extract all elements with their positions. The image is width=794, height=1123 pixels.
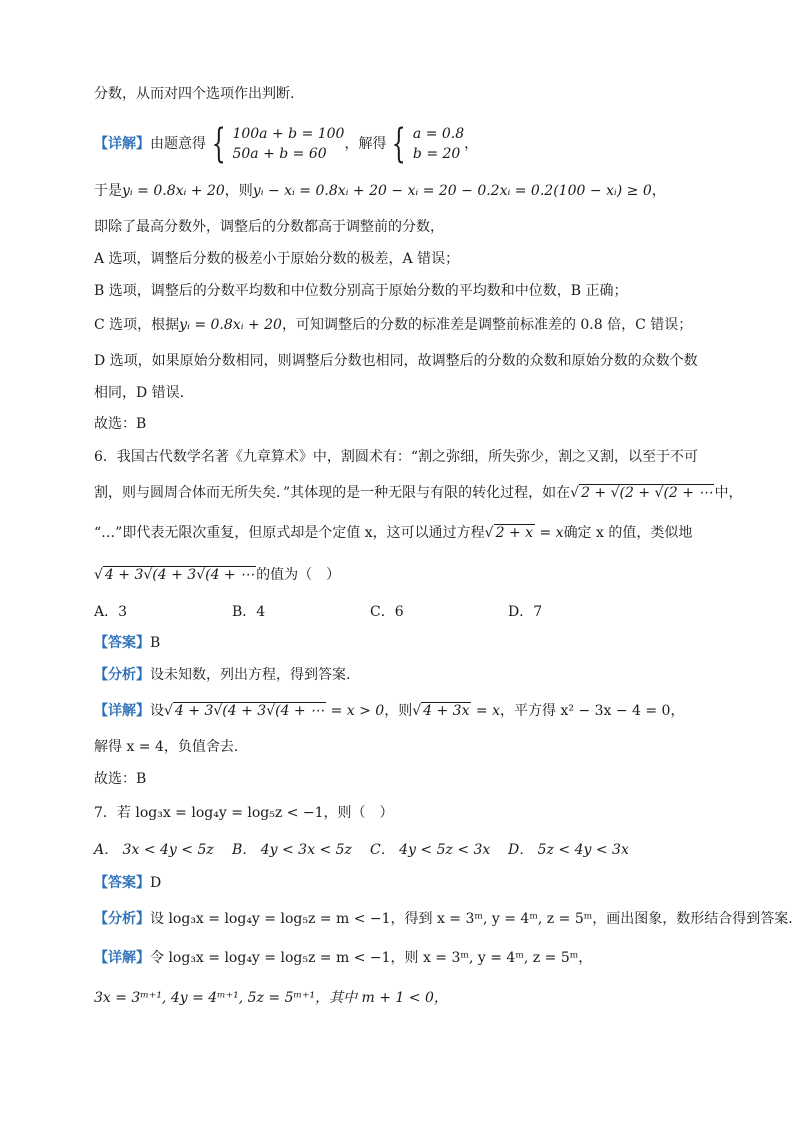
nested-radical: 4 + 3√(4 + 3√(4 + ⋯	[104, 567, 255, 583]
text-span: C 选项，根据	[94, 317, 180, 333]
detail-tag: 【详解】	[94, 136, 150, 152]
text-span: “…”即代表无限次重复，但原式却是个定值 x，这可以通过方程	[94, 525, 485, 541]
text-line: 3x = 3ᵐ⁺¹, 4y = 4ᵐ⁺¹, 5z = 5ᵐ⁺¹，其中 m + 1 < 0，	[94, 990, 448, 1006]
text-span: 设	[150, 703, 164, 719]
nested-radical: 4 + 3√(4 + 3√(4 + ⋯	[174, 703, 325, 719]
option-a: A． 3x < 4y < 5z	[94, 842, 214, 858]
answer-tag: 【答案】	[94, 635, 150, 651]
text-span: ，则	[224, 183, 253, 199]
text-line	[94, 315, 734, 335]
math-expr: = x	[471, 703, 500, 719]
text-span: ，	[464, 136, 479, 152]
analysis-line	[94, 909, 793, 929]
math-expr: = x > 0	[326, 703, 385, 719]
equation-row: 50a + b = 60	[232, 146, 327, 162]
option-d: D．7	[508, 604, 543, 620]
option-c: C．6	[370, 604, 404, 620]
text-line: 故选：B	[94, 771, 147, 787]
option-c: C． 4y < 5z < 3x	[370, 842, 491, 858]
option-d: D． 5z < 4y < 3x	[508, 842, 629, 858]
option-b: B．4	[232, 604, 266, 620]
text-span: B	[150, 635, 161, 651]
question-6-line: 6．我国古代数学名著《九章算术》中，割圆术有：“割之弥细，所失弥少，割之又割，以至于不可	[94, 449, 699, 465]
text-line: √ 4 + 3√(4 + 3√(4 + ⋯ 的值为（ ）	[94, 567, 341, 583]
text-line: 割，则与圆周合体而无所失矣．”其体现的是一种无限与有限的转化过程，如在√ 2 + √(2 + √(2 + ⋯ 中，	[94, 485, 743, 501]
text-span: 设 log₃x = log₄y = log₅z = m < −1，得到 x = 3ᵐ, y = 4ᵐ, z = 5ᵐ，画出图象，数形结合得到答案.	[150, 911, 793, 927]
equation-row: 100a + b = 100	[232, 126, 345, 142]
text-span: 令 log₃x = log₄y = log₅z = m < −1，则 x = 3ᵐ, y = 4ᵐ, z = 5ᵐ，	[150, 950, 593, 966]
text-line: D 选项，如果原始分数相同，则调整后分数也相同，故调整后的分数的众数和原始分数的众数个数	[94, 353, 698, 369]
text-span: 由题意得	[150, 136, 206, 152]
text-line: 分数，从而对四个选项作出判断.	[94, 86, 295, 102]
solution-system: { a = 0.8 b = 20	[392, 121, 465, 167]
answer-line	[94, 633, 734, 653]
text-line: 故选：B	[94, 416, 147, 432]
math-expr: yᵢ = 0.8xᵢ + 20	[179, 317, 282, 333]
equation-row: b = 20	[412, 146, 461, 162]
analysis-tag: 【分析】	[94, 911, 150, 927]
nested-radical: 2 + √(2 + √(2 + ⋯	[581, 485, 713, 501]
text-span: ，则	[384, 703, 413, 719]
text-span: ，	[651, 183, 666, 199]
analysis-line	[94, 665, 734, 685]
text-span: 中，	[714, 485, 743, 501]
option-a: A．3	[94, 604, 128, 620]
text-span: ，解得	[344, 136, 387, 152]
text-line: 相同，D 错误.	[94, 385, 185, 401]
answer-line	[94, 873, 734, 893]
text-line	[94, 181, 734, 201]
text-span: ，平方得 x² − 3x − 4 = 0，	[500, 703, 685, 719]
detail-tag: 【详解】	[94, 703, 150, 719]
text-line: 即除了最高分数外，调整后的分数都高于调整前的分数，	[94, 219, 444, 235]
equation-system: { 100a + b = 100 50a + b = 60	[211, 121, 345, 167]
radical: 4 + 3x	[423, 703, 470, 719]
math-expr: yᵢ − xᵢ = 0.8xᵢ + 20 − xᵢ = 20 − 0.2xᵢ = 0.2(100 − xᵢ) ≥ 0	[252, 183, 652, 199]
question-7-line: 7．若 log₃x = log₄y = log₅z < −1，则（ ）	[94, 805, 394, 821]
text-span: D	[150, 875, 162, 891]
text-span: 确定 x 的值，类似地	[563, 525, 693, 541]
text-span: 的值为（ ）	[256, 567, 341, 583]
text-line: A 选项，调整后分数的极差小于原始分数的极差，A 错误；	[94, 251, 460, 267]
text-span: 割，则与圆周合体而无所失矣．”其体现的是一种无限与有限的转化过程，如在	[94, 485, 571, 501]
answer-tag: 【答案】	[94, 875, 150, 891]
text-line: 解得 x = 4，负值舍去.	[94, 739, 239, 755]
math-expr: = x	[535, 525, 564, 541]
text-span: 于是	[94, 183, 122, 199]
detail-line-system	[94, 122, 734, 166]
text-span: ，可知调整后的分数的标准差是调整前标准差的 0.8 倍，C 错误；	[281, 317, 693, 333]
text-line: B 选项，调整后的分数平均数和中位数分别高于原始分数的平均数和中位数，B 正确；	[94, 283, 628, 299]
text-line: “…”即代表无限次重复，但原式却是个定值 x，这可以通过方程√ 2 + x = x确定 x 的值，类似地	[94, 525, 693, 541]
radical: 2 + x	[495, 525, 534, 541]
equation-row: a = 0.8	[412, 126, 465, 142]
detail-tag: 【详解】	[94, 950, 150, 966]
text-span: 设未知数，列出方程，得到答案.	[150, 667, 351, 683]
analysis-tag: 【分析】	[94, 667, 150, 683]
detail-line	[94, 948, 734, 968]
detail-line: 【详解】设√ 4 + 3√(4 + 3√(4 + ⋯ = x > 0，则√ 4 + 3x = x，平方得 x² − 3x − 4 = 0，	[94, 703, 685, 719]
option-b: B． 4y < 3x < 5z	[232, 842, 352, 858]
math-expr: yᵢ = 0.8xᵢ + 20	[122, 183, 225, 199]
